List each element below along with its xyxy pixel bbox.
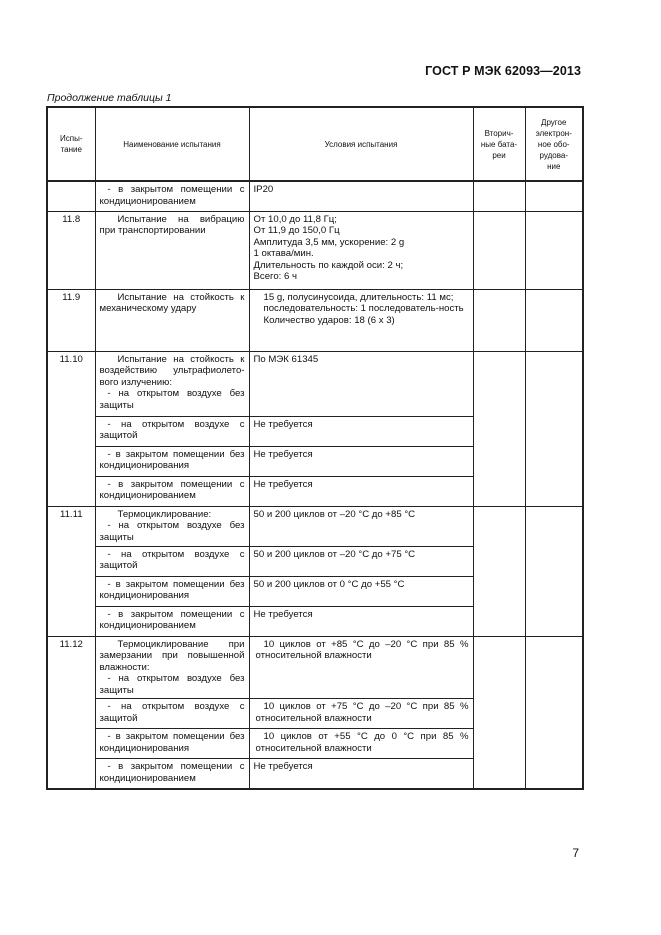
- conditions-cell: [249, 351, 473, 416]
- test-name-cell: [95, 416, 249, 446]
- test-name-text: - в закрытом помещении без кондиционирования: [99, 448, 245, 472]
- conditions-text: IP20: [253, 184, 274, 195]
- conditions-text: 10 циклов от +85 °С до –20 °С при 85 % относительной влажности: [255, 638, 469, 662]
- other-equipment-cell: [525, 181, 583, 211]
- test-name-cell: [95, 576, 249, 606]
- conditions-text: Не требуется: [253, 608, 313, 620]
- test-number-cell: 11.9: [47, 289, 95, 351]
- conditions-text: Не требуется: [253, 418, 313, 430]
- conditions-cell: [249, 576, 473, 606]
- test-name-text: Термоциклирование:: [117, 508, 212, 520]
- test-name-text: - в закрытом помещении с кондиционированием: [99, 184, 245, 207]
- table-row: [47, 636, 583, 699]
- test-name-text: Испытание на вибрацию при транспортировании: [99, 213, 245, 237]
- other-equipment-cell: [525, 289, 583, 351]
- conditions-cell: [249, 699, 473, 729]
- conditions-cell: [249, 636, 473, 699]
- secondary-batteries-cell: [473, 636, 525, 789]
- test-name-text: - в закрытом помещении с кондиционированием: [99, 478, 245, 502]
- conditions-line: Всего: 6 ч: [253, 271, 297, 283]
- test-name-cell: [95, 289, 249, 351]
- conditions-text: 50 и 200 циклов от –20 °С до +85 °С: [253, 508, 416, 520]
- col-header-test-number: Испы- тание: [47, 107, 95, 181]
- conditions-text: Не требуется: [253, 478, 313, 490]
- test-name-text: - на открытом воздухе с защитой: [99, 548, 245, 572]
- test-name-text: Испытание на стойкость к воздействию ультрафиолето-вого излучению:: [99, 353, 245, 388]
- conditions-line: От 11,9 до 150,0 Гц: [253, 225, 340, 237]
- other-equipment-cell: [525, 636, 583, 789]
- conditions-line: последовательность: 1 последователь-ность: [263, 303, 464, 315]
- test-name-cell: [95, 729, 249, 759]
- conditions-cell: [249, 506, 473, 546]
- test-name-text: - в закрытом помещении без кондиционирования: [99, 578, 245, 602]
- test-name-text: - в закрытом помещении с кондиционированием: [99, 761, 245, 785]
- table-row: [47, 351, 583, 416]
- conditions-line: 15 g, полусинусоида, длительность: 11 мс;: [263, 291, 454, 303]
- col-header-test-name: Наименование испытания: [95, 107, 249, 181]
- tests-table: [46, 106, 584, 790]
- secondary-batteries-cell: [473, 351, 525, 506]
- secondary-batteries-cell: [473, 506, 525, 636]
- other-equipment-cell: [525, 506, 583, 636]
- table-row: [47, 181, 583, 211]
- test-number-cell: 11.11: [47, 506, 95, 636]
- secondary-batteries-cell: [473, 289, 525, 351]
- conditions-text: Не требуется: [253, 761, 313, 773]
- conditions-line: От 10,0 до 11,8 Гц;: [253, 213, 337, 225]
- conditions-text: По МЭК 61345: [253, 353, 319, 365]
- conditions-cell: [249, 606, 473, 636]
- conditions-text: 10 циклов от +75 °С до –20 °С при 85 % относительной влажности: [255, 701, 469, 725]
- test-subcondition-text: - на открытом воздухе без защиты: [99, 520, 245, 543]
- conditions-cell: [249, 759, 473, 789]
- test-subcondition-text: - на открытом воздухе без защиты: [99, 388, 245, 411]
- test-number-cell: 11.10: [47, 351, 95, 506]
- test-name-cell: [95, 699, 249, 729]
- conditions-text: 50 и 200 циклов от –20 °С до +75 °С: [253, 548, 416, 560]
- col-header-other-equipment: Другое электрон- ное обо- рудова- ние: [525, 107, 583, 181]
- test-name-text: Испытание на стойкость к механическому удару: [99, 291, 245, 315]
- conditions-line: Количество ударов: 18 (6 х 3): [263, 314, 395, 326]
- conditions-cell: [249, 211, 473, 289]
- test-name-text: Термоциклирование при замерзании при повышенной влажности:: [99, 638, 245, 673]
- table-header-row: [47, 107, 583, 181]
- secondary-batteries-cell: [473, 211, 525, 289]
- other-equipment-cell: [525, 211, 583, 289]
- conditions-text: 50 и 200 циклов от 0 °С до +55 °С: [253, 578, 405, 590]
- test-number-cell: 11.8: [47, 211, 95, 289]
- test-name-text: - на открытом воздухе с защитой: [99, 701, 245, 725]
- conditions-cell: [249, 446, 473, 476]
- conditions-text: Не требуется: [253, 448, 313, 460]
- conditions-line: 1 октава/мин.: [253, 248, 314, 260]
- secondary-batteries-cell: [473, 181, 525, 211]
- table-caption: Продолжение таблицы 1: [47, 92, 172, 104]
- conditions-cell: [249, 289, 473, 351]
- test-name-cell: [95, 181, 249, 211]
- test-name-cell: [95, 759, 249, 789]
- test-name-cell: [95, 546, 249, 576]
- conditions-line: Амплитуда 3,5 мм, ускорение: 2 g: [253, 236, 405, 248]
- conditions-line: Длительность по каждой оси: 2 ч;: [253, 259, 404, 271]
- conditions-text: 10 циклов от +55 °С до 0 °С при 85 % относительной влажности: [255, 731, 469, 755]
- table-row: [47, 506, 583, 546]
- col-header-conditions: Условия испытания: [249, 107, 473, 181]
- page-number: 7: [572, 846, 579, 860]
- conditions-cell: [249, 546, 473, 576]
- test-name-cell: [95, 446, 249, 476]
- test-name-text: - в закрытом помещении без кондиционирования: [99, 731, 245, 755]
- test-name-cell: [95, 506, 249, 546]
- test-name-cell: [95, 606, 249, 636]
- test-number-cell: [47, 181, 95, 211]
- test-subcondition-text: - на открытом воздухе без защиты: [99, 673, 245, 696]
- conditions-cell: [249, 476, 473, 506]
- conditions-cell: [249, 729, 473, 759]
- table-row: [47, 289, 583, 351]
- document-code: ГОСТ Р МЭК 62093—2013: [425, 64, 581, 78]
- test-name-cell: [95, 636, 249, 699]
- conditions-cell: [249, 181, 473, 211]
- test-name-cell: [95, 476, 249, 506]
- test-name-text: - в закрытом помещении с кондиционированием: [99, 608, 245, 632]
- test-name-cell: [95, 211, 249, 289]
- other-equipment-cell: [525, 351, 583, 506]
- test-number-cell: 11.12: [47, 636, 95, 789]
- test-name-text: - на открытом воздухе с защитой: [99, 418, 245, 442]
- conditions-cell: [249, 416, 473, 446]
- col-header-secondary-batteries: Вторич- ные бата- реи: [473, 107, 525, 181]
- table-row: [47, 211, 583, 289]
- test-name-cell: [95, 351, 249, 416]
